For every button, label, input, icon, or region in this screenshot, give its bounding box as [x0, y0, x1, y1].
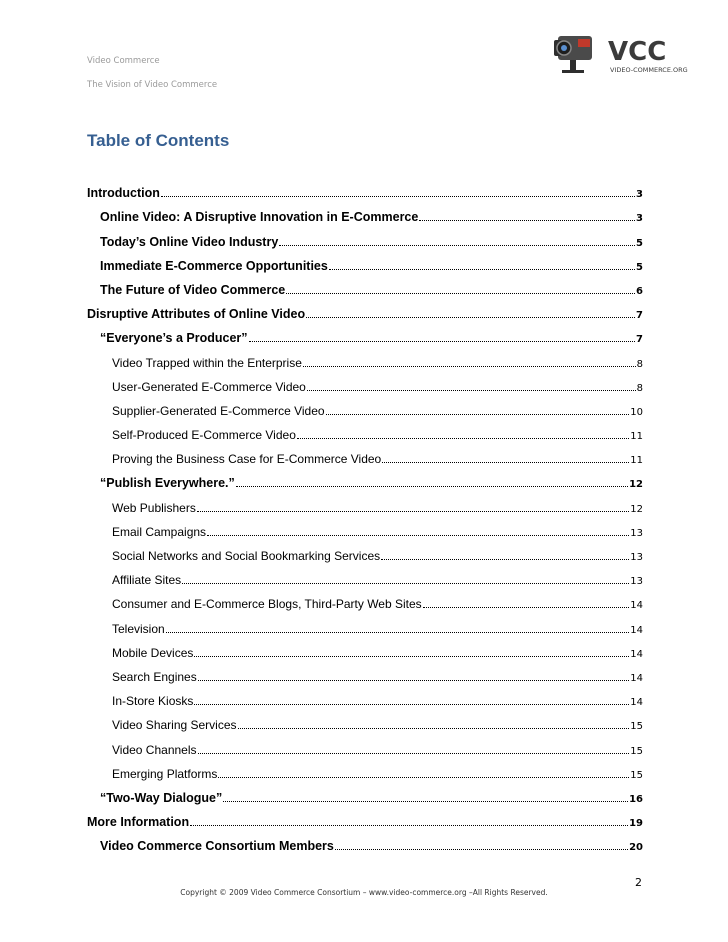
toc-entry-title: Emerging Platforms: [112, 766, 218, 781]
toc-entry-page: 15: [630, 769, 643, 781]
logo-subtext: VIDEO-COMMERCE.ORG: [610, 66, 688, 74]
toc-entry-page: 5: [636, 261, 643, 273]
toc-entry[interactable]: [87, 370, 643, 394]
table-of-contents: [87, 176, 643, 853]
dot-leader: [335, 848, 628, 850]
dot-leader: [329, 268, 635, 270]
toc-entry[interactable]: [87, 805, 643, 829]
toc-entry-page: 7: [636, 334, 643, 346]
toc-entry-page: 14: [630, 648, 643, 660]
toc-entry-title: Consumer and E-Commerce Blogs, Third-Party Web Sites: [112, 597, 422, 612]
toc-entry-title: Search Engines: [112, 669, 197, 684]
toc-entry-page: 11: [630, 455, 643, 467]
toc-entry[interactable]: [87, 442, 643, 466]
dot-leader: [326, 413, 630, 415]
dot-leader: [381, 558, 629, 560]
toc-entry-page: 15: [630, 721, 643, 733]
toc-entry-page: 13: [630, 527, 643, 539]
running-header-title: Video Commerce: [87, 56, 160, 66]
toc-entry-title: The Future of Video Commerce: [100, 282, 286, 297]
toc-entry-page: 3: [636, 189, 643, 201]
page-number: 2: [635, 876, 642, 889]
toc-entry[interactable]: [87, 466, 643, 490]
toc-entry-page: 12: [629, 479, 643, 491]
toc-entry-title: Proving the Business Case for E-Commerce Video: [112, 452, 382, 467]
toc-entry[interactable]: [87, 684, 643, 708]
toc-entry[interactable]: [87, 418, 643, 442]
dot-leader: [166, 631, 630, 633]
dot-leader: [382, 461, 629, 463]
toc-entry-page: 13: [630, 576, 643, 588]
toc-entry-title: Video Channels: [112, 742, 197, 757]
toc-entry-page: 19: [629, 818, 643, 830]
toc-entry[interactable]: [87, 224, 643, 248]
logo-wordmark: VCC: [608, 37, 667, 67]
dot-leader: [307, 389, 636, 391]
toc-entry-title: Video Trapped within the Enterprise: [112, 355, 302, 370]
dot-leader: [197, 510, 629, 512]
toc-entry-title: “Two-Way Dialogue”: [100, 790, 223, 805]
toc-entry[interactable]: [87, 611, 643, 635]
toc-entry-title: Online Video: A Disruptive Innovation in E-Commerce: [100, 210, 419, 225]
toc-entry[interactable]: [87, 732, 643, 756]
toc-entry[interactable]: [87, 394, 643, 418]
toc-entry-title: Email Campaigns: [112, 524, 207, 539]
dot-leader: [297, 437, 629, 439]
dot-leader: [182, 582, 629, 584]
toc-entry-page: 15: [630, 745, 643, 757]
toc-entry-page: 20: [629, 842, 643, 854]
dot-leader: [238, 727, 630, 729]
toc-entry-title: Web Publishers: [112, 500, 196, 515]
toc-entry-title: “Publish Everywhere.”: [100, 476, 235, 491]
toc-entry[interactable]: [87, 515, 643, 539]
dot-leader: [190, 824, 628, 826]
toc-entry[interactable]: [87, 539, 643, 563]
toc-entry-page: 14: [630, 697, 643, 709]
toc-entry[interactable]: [87, 708, 643, 732]
toc-entry-page: 13: [630, 552, 643, 563]
toc-entry[interactable]: [87, 273, 643, 297]
toc-entry-page: 8: [636, 358, 643, 370]
toc-entry-title: Mobile Devices: [112, 645, 194, 660]
dot-leader: [198, 679, 630, 681]
dot-leader: [198, 752, 630, 754]
toc-entry[interactable]: [87, 490, 643, 514]
dot-leader: [423, 606, 630, 608]
toc-entry[interactable]: [87, 660, 643, 684]
toc-entry-title: Television: [112, 621, 165, 636]
dot-leader: [236, 485, 628, 487]
dot-leader: [249, 340, 636, 342]
dot-leader: [306, 316, 635, 318]
camera-icon: [548, 26, 698, 78]
toc-entry[interactable]: [87, 297, 643, 321]
toc-entry[interactable]: [87, 321, 643, 345]
toc-entry-page: 11: [630, 431, 643, 443]
toc-entry-page: 8: [636, 382, 643, 394]
toc-entry-title: Supplier-Generated E-Commerce Video: [112, 403, 325, 418]
toc-entry-title: Video Commerce Consortium Members: [100, 839, 334, 854]
dot-leader: [218, 776, 629, 778]
dot-leader: [161, 195, 635, 197]
toc-entry-title: Immediate E-Commerce Opportunities: [100, 258, 328, 273]
dot-leader: [419, 219, 635, 221]
toc-entry-title: Self-Produced E-Commerce Video: [112, 428, 296, 443]
toc-entry[interactable]: [87, 757, 643, 781]
dot-leader: [207, 534, 629, 536]
toc-entry-title: “Everyone’s a Producer”: [100, 331, 248, 346]
toc-entry-title: More Information: [87, 815, 190, 830]
toc-entry[interactable]: [87, 829, 643, 853]
toc-entry[interactable]: [87, 636, 643, 660]
toc-entry-page: 5: [636, 237, 643, 249]
toc-entry-page: 3: [636, 213, 643, 225]
running-header-subtitle: The Vision of Video Commerce: [87, 80, 218, 90]
dot-leader: [223, 800, 628, 802]
toc-entry-title: Video Sharing Services: [112, 718, 237, 733]
toc-entry-title: User-Generated E-Commerce Video: [112, 379, 306, 394]
toc-entry-page: 14: [630, 672, 643, 684]
copyright-footer: Copyright © 2009 Video Commerce Consortium – www.video-commerce.org –All Rights Reserved.: [180, 888, 548, 897]
toc-entry-title: Social Networks and Social Bookmarking Services: [112, 549, 381, 563]
toc-entry-page: 14: [630, 624, 643, 636]
toc-entry-title: Affiliate Sites: [112, 573, 182, 588]
dot-leader: [303, 365, 636, 367]
toc-entry-page: 12: [630, 503, 643, 515]
toc-entry-title: Introduction: [87, 186, 160, 201]
toc-entry[interactable]: [87, 200, 643, 224]
toc-heading: Table of Contents: [87, 131, 230, 150]
toc-entry-page: 16: [629, 793, 643, 805]
toc-entry[interactable]: [87, 176, 643, 200]
dot-leader: [194, 655, 629, 657]
toc-entry-page: 14: [630, 600, 643, 612]
toc-entry-title: Today’s Online Video Industry: [100, 234, 279, 249]
toc-entry-page: 7: [636, 310, 643, 322]
toc-entry[interactable]: [87, 249, 643, 273]
dot-leader: [194, 703, 629, 705]
toc-entry[interactable]: [87, 781, 643, 805]
dot-leader: [286, 292, 635, 294]
vcc-logo: [548, 26, 698, 78]
dot-leader: [279, 244, 635, 246]
toc-entry[interactable]: [87, 563, 643, 587]
toc-entry[interactable]: [87, 345, 643, 369]
toc-entry-title: Disruptive Attributes of Online Video: [87, 307, 306, 322]
toc-entry-page: 10: [630, 406, 643, 418]
toc-entry[interactable]: [87, 587, 643, 611]
toc-entry-title: In-Store Kiosks: [112, 694, 194, 709]
toc-entry-page: 6: [636, 285, 643, 297]
